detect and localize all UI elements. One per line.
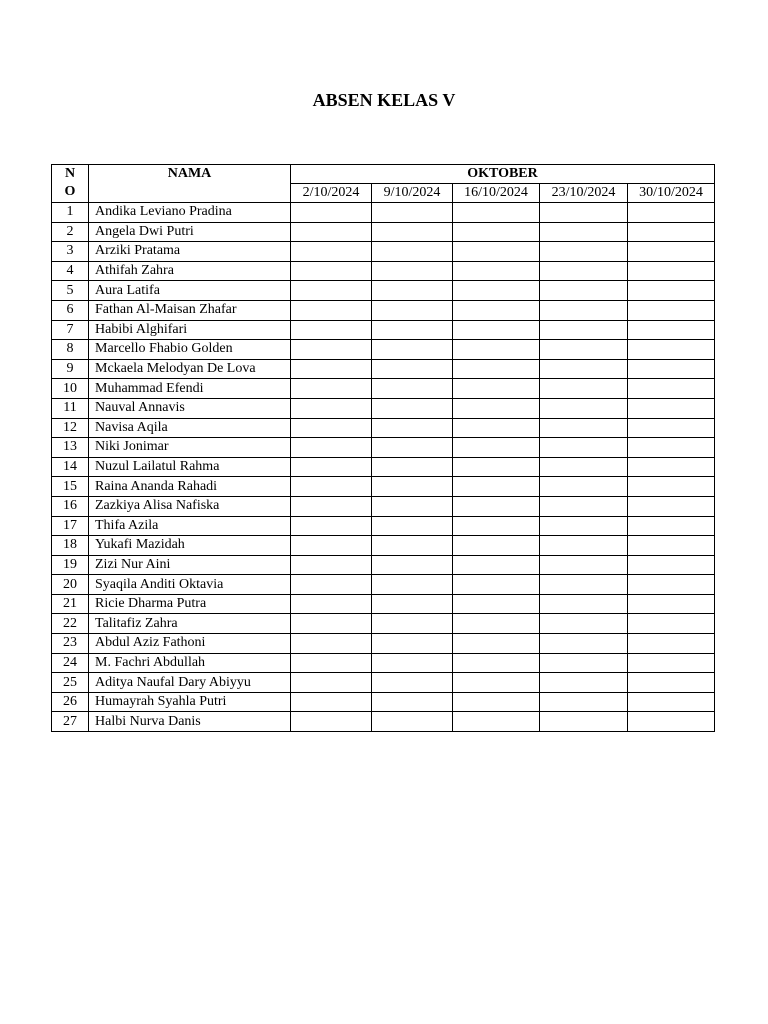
attendance-cell	[628, 320, 715, 340]
attendance-cell	[540, 300, 628, 320]
student-name: Talitafiz Zahra	[89, 614, 291, 634]
table-row	[52, 653, 715, 673]
attendance-cell	[372, 438, 453, 458]
attendance-cell	[540, 555, 628, 575]
table-row	[52, 418, 715, 438]
attendance-cell	[291, 300, 372, 320]
row-number: 20	[52, 575, 89, 595]
attendance-cell	[291, 555, 372, 575]
attendance-cell	[628, 438, 715, 458]
table-row	[52, 496, 715, 516]
header-row-top	[52, 165, 715, 184]
attendance-cell	[628, 516, 715, 536]
attendance-cell	[291, 634, 372, 654]
table-row	[52, 614, 715, 634]
table-row	[52, 692, 715, 712]
row-number: 18	[52, 536, 89, 556]
attendance-cell	[372, 203, 453, 223]
row-number: 16	[52, 496, 89, 516]
attendance-cell	[628, 261, 715, 281]
attendance-cell	[540, 614, 628, 634]
header-no-bottom: O	[64, 184, 76, 199]
student-name: Humayrah Syahla Putri	[89, 692, 291, 712]
attendance-cell	[291, 222, 372, 242]
attendance-cell	[453, 300, 540, 320]
attendance-cell	[628, 712, 715, 732]
table-row	[52, 594, 715, 614]
table-row	[52, 555, 715, 575]
row-number: 6	[52, 300, 89, 320]
attendance-cell	[372, 242, 453, 262]
attendance-cell	[291, 653, 372, 673]
attendance-cell	[291, 359, 372, 379]
attendance-cell	[291, 418, 372, 438]
row-number: 4	[52, 261, 89, 281]
attendance-cell	[540, 712, 628, 732]
attendance-cell	[372, 340, 453, 360]
attendance-cell	[453, 555, 540, 575]
attendance-cell	[540, 477, 628, 497]
attendance-cell	[453, 594, 540, 614]
attendance-cell	[372, 575, 453, 595]
attendance-cell	[540, 398, 628, 418]
attendance-cell	[540, 320, 628, 340]
attendance-cell	[628, 477, 715, 497]
attendance-cell	[540, 242, 628, 262]
attendance-cell	[291, 496, 372, 516]
table-row	[52, 477, 715, 497]
attendance-cell	[453, 340, 540, 360]
attendance-cell	[628, 281, 715, 301]
row-number: 17	[52, 516, 89, 536]
student-name: Thifa Azila	[89, 516, 291, 536]
table-body	[52, 203, 715, 732]
student-name: Syaqila Anditi Oktavia	[89, 575, 291, 595]
row-number: 23	[52, 634, 89, 654]
attendance-cell	[372, 300, 453, 320]
header-nama: NAMA	[89, 165, 291, 203]
row-number: 26	[52, 692, 89, 712]
attendance-cell	[291, 281, 372, 301]
header-date: 16/10/2024	[453, 184, 540, 203]
attendance-cell	[291, 261, 372, 281]
table-row	[52, 242, 715, 262]
table-row	[52, 575, 715, 595]
attendance-cell	[291, 575, 372, 595]
attendance-cell	[372, 712, 453, 732]
row-number: 27	[52, 712, 89, 732]
attendance-cell	[628, 359, 715, 379]
row-number: 25	[52, 673, 89, 693]
attendance-cell	[291, 457, 372, 477]
attendance-cell	[628, 536, 715, 556]
attendance-cell	[291, 203, 372, 223]
attendance-cell	[372, 320, 453, 340]
attendance-cell	[628, 340, 715, 360]
attendance-cell	[453, 496, 540, 516]
attendance-cell	[540, 418, 628, 438]
row-number: 22	[52, 614, 89, 634]
row-number: 14	[52, 457, 89, 477]
student-name: Yukafi Mazidah	[89, 536, 291, 556]
attendance-cell	[453, 438, 540, 458]
attendance-cell	[453, 418, 540, 438]
attendance-cell	[540, 594, 628, 614]
student-name: Angela Dwi Putri	[89, 222, 291, 242]
attendance-cell	[291, 379, 372, 399]
student-name: Habibi Alghifari	[89, 320, 291, 340]
attendance-cell	[372, 653, 453, 673]
table-row	[52, 222, 715, 242]
table-row	[52, 281, 715, 301]
attendance-cell	[453, 614, 540, 634]
attendance-cell	[453, 203, 540, 223]
table-row	[52, 300, 715, 320]
row-number: 1	[52, 203, 89, 223]
row-number: 24	[52, 653, 89, 673]
attendance-cell	[372, 379, 453, 399]
attendance-cell	[540, 634, 628, 654]
attendance-cell	[453, 673, 540, 693]
table-row	[52, 536, 715, 556]
attendance-cell	[540, 496, 628, 516]
attendance-cell	[453, 516, 540, 536]
attendance-cell	[628, 457, 715, 477]
row-number: 15	[52, 477, 89, 497]
student-name: Zazkiya Alisa Nafiska	[89, 496, 291, 516]
student-name: Halbi Nurva Danis	[89, 712, 291, 732]
table-row	[52, 320, 715, 340]
table-row	[52, 398, 715, 418]
attendance-cell	[291, 340, 372, 360]
attendance-cell	[372, 261, 453, 281]
attendance-cell	[628, 496, 715, 516]
table-row	[52, 634, 715, 654]
attendance-cell	[540, 222, 628, 242]
row-number: 11	[52, 398, 89, 418]
attendance-cell	[453, 261, 540, 281]
table-row	[52, 516, 715, 536]
attendance-cell	[453, 320, 540, 340]
attendance-cell	[291, 536, 372, 556]
attendance-cell	[540, 673, 628, 693]
table-row	[52, 379, 715, 399]
attendance-cell	[628, 242, 715, 262]
student-name: Nauval Annavis	[89, 398, 291, 418]
row-number: 5	[52, 281, 89, 301]
attendance-cell	[540, 340, 628, 360]
attendance-cell	[453, 222, 540, 242]
attendance-cell	[628, 379, 715, 399]
attendance-cell	[372, 516, 453, 536]
attendance-cell	[372, 555, 453, 575]
attendance-cell	[372, 614, 453, 634]
student-name: Zizi Nur Aini	[89, 555, 291, 575]
student-name: Muhammad Efendi	[89, 379, 291, 399]
header-month: OKTOBER	[291, 165, 715, 184]
attendance-cell	[628, 555, 715, 575]
attendance-cell	[628, 300, 715, 320]
row-number: 13	[52, 438, 89, 458]
table-row	[52, 438, 715, 458]
attendance-cell	[291, 614, 372, 634]
attendance-cell	[628, 614, 715, 634]
attendance-cell	[628, 634, 715, 654]
attendance-cell	[372, 496, 453, 516]
row-number: 3	[52, 242, 89, 262]
row-number: 9	[52, 359, 89, 379]
attendance-cell	[540, 536, 628, 556]
attendance-cell	[291, 398, 372, 418]
header-no-top: N	[64, 166, 76, 181]
attendance-cell	[628, 575, 715, 595]
attendance-cell	[453, 536, 540, 556]
attendance-cell	[540, 692, 628, 712]
table-row	[52, 359, 715, 379]
attendance-cell	[372, 457, 453, 477]
attendance-cell	[291, 477, 372, 497]
attendance-cell	[540, 281, 628, 301]
attendance-cell	[453, 398, 540, 418]
student-name: Raina Ananda Rahadi	[89, 477, 291, 497]
attendance-cell	[628, 203, 715, 223]
attendance-cell	[540, 457, 628, 477]
attendance-cell	[453, 359, 540, 379]
attendance-cell	[372, 398, 453, 418]
student-name: Aditya Naufal Dary Abiyyu	[89, 673, 291, 693]
table-row	[52, 203, 715, 223]
header-date: 9/10/2024	[372, 184, 453, 203]
attendance-cell	[453, 281, 540, 301]
attendance-cell	[453, 575, 540, 595]
student-name: Nuzul Lailatul Rahma	[89, 457, 291, 477]
student-name: Mckaela Melodyan De Lova	[89, 359, 291, 379]
attendance-cell	[453, 242, 540, 262]
attendance-cell	[372, 477, 453, 497]
student-name: Aura Latifa	[89, 281, 291, 301]
attendance-cell	[372, 594, 453, 614]
page-title: ABSEN KELAS V	[312, 90, 456, 110]
table-row	[52, 261, 715, 281]
attendance-cell	[540, 379, 628, 399]
row-number: 21	[52, 594, 89, 614]
student-name: Andika Leviano Pradina	[89, 203, 291, 223]
attendance-cell	[540, 575, 628, 595]
table-row	[52, 457, 715, 477]
attendance-cell	[372, 673, 453, 693]
attendance-cell	[291, 594, 372, 614]
attendance-cell	[453, 379, 540, 399]
attendance-cell	[453, 692, 540, 712]
attendance-cell	[372, 222, 453, 242]
attendance-cell	[453, 457, 540, 477]
table-row	[52, 712, 715, 732]
table-row	[52, 340, 715, 360]
row-number: 7	[52, 320, 89, 340]
student-name: Ricie Dharma Putra	[89, 594, 291, 614]
student-name: Fathan Al-Maisan Zhafar	[89, 300, 291, 320]
attendance-cell	[628, 418, 715, 438]
attendance-cell	[291, 242, 372, 262]
student-name: Niki Jonimar	[89, 438, 291, 458]
attendance-cell	[372, 536, 453, 556]
row-number: 19	[52, 555, 89, 575]
attendance-cell	[628, 673, 715, 693]
attendance-cell	[540, 261, 628, 281]
attendance-cell	[291, 516, 372, 536]
attendance-cell	[540, 516, 628, 536]
attendance-cell	[540, 203, 628, 223]
attendance-cell	[540, 653, 628, 673]
table-row	[52, 673, 715, 693]
row-number: 10	[52, 379, 89, 399]
row-number: 2	[52, 222, 89, 242]
student-name: Abdul Aziz Fathoni	[89, 634, 291, 654]
attendance-cell	[291, 692, 372, 712]
header-date: 30/10/2024	[628, 184, 715, 203]
attendance-cell	[372, 281, 453, 301]
row-number: 8	[52, 340, 89, 360]
attendance-cell	[628, 398, 715, 418]
attendance-cell	[291, 712, 372, 732]
student-name: Arziki Pratama	[89, 242, 291, 262]
student-name: M. Fachri Abdullah	[89, 653, 291, 673]
attendance-cell	[291, 673, 372, 693]
attendance-cell	[291, 438, 372, 458]
header-date: 2/10/2024	[291, 184, 372, 203]
attendance-cell	[372, 359, 453, 379]
header-date: 23/10/2024	[540, 184, 628, 203]
attendance-cell	[453, 477, 540, 497]
attendance-cell	[540, 438, 628, 458]
student-name: Athifah Zahra	[89, 261, 291, 281]
attendance-cell	[540, 359, 628, 379]
header-no	[52, 165, 89, 203]
attendance-cell	[453, 712, 540, 732]
attendance-cell	[628, 222, 715, 242]
attendance-cell	[372, 634, 453, 654]
attendance-table	[51, 164, 715, 732]
attendance-cell	[453, 653, 540, 673]
attendance-cell	[628, 653, 715, 673]
attendance-cell	[372, 418, 453, 438]
row-number: 12	[52, 418, 89, 438]
attendance-cell	[628, 692, 715, 712]
student-name: Navisa Aqila	[89, 418, 291, 438]
attendance-cell	[372, 692, 453, 712]
attendance-cell	[291, 320, 372, 340]
attendance-cell	[628, 594, 715, 614]
student-name: Marcello Fhabio Golden	[89, 340, 291, 360]
attendance-cell	[453, 634, 540, 654]
